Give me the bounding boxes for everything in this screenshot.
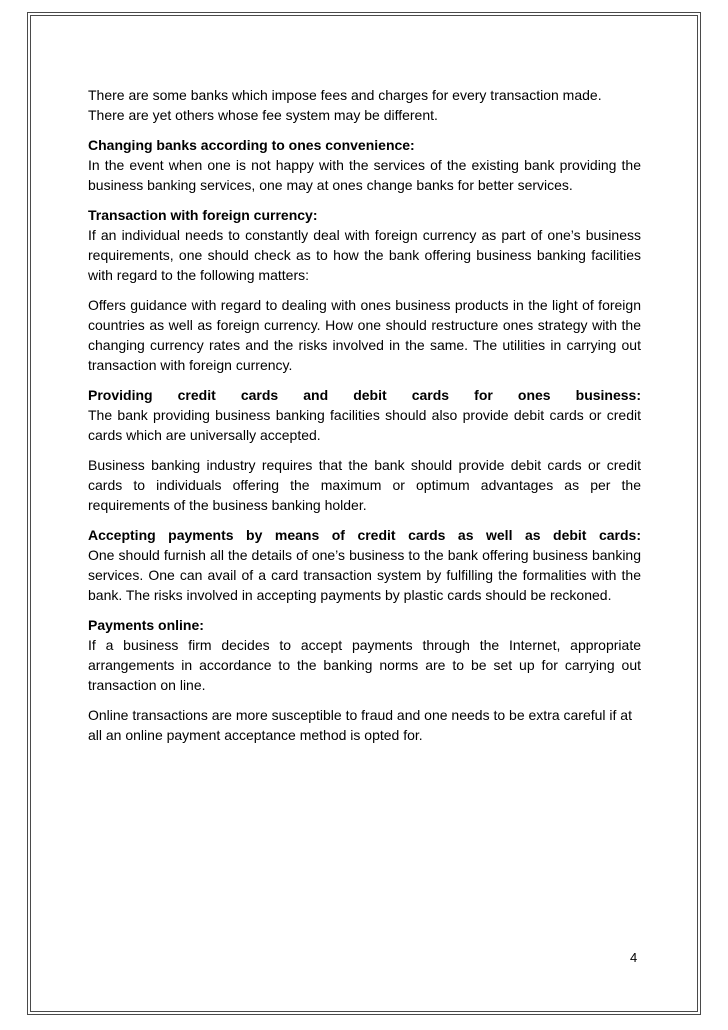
section-body: Offers guidance with regard to dealing with ones business products in the light of foreign countries as well as foreign currency. How one should restructure ones strategy with the changing currency rates and the risks involved in the same. The utilities in carrying out transaction with foreign currency.	[88, 297, 641, 373]
section-heading: Providing credit cards and debit cards for ones business:	[88, 387, 641, 403]
section-accepting-payments	[88, 525, 641, 605]
section-body: Business banking industry requires that the bank should provide debit cards or credit cards to individuals offering the maximum or optimum advantages as per the requirements of the business banking holder.	[88, 457, 641, 513]
paragraph-online-fraud	[88, 705, 641, 745]
page-number: 4	[630, 950, 638, 965]
section-heading: Payments online:	[88, 617, 204, 633]
section-body: One should furnish all the details of one’s business to the bank offering business banking services. One can avail of a card transaction system by fulfilling the formalities with the bank. The risks involved in accepting payments by plastic cards should be reckoned.	[88, 547, 641, 603]
section-providing-cards	[88, 385, 641, 445]
section-changing-banks	[88, 135, 641, 195]
section-foreign-currency	[88, 205, 641, 285]
section-payments-online	[88, 615, 641, 695]
section-body: If a business firm decides to accept payments through the Internet, appropriate arrangements in accordance to the banking norms are to be set up for carrying out transaction on line.	[88, 637, 641, 693]
section-body: The bank providing business banking facilities should also provide debit cards or credit cards which are universally accepted.	[88, 407, 641, 443]
section-heading: Transaction with foreign currency:	[88, 207, 318, 223]
section-heading: Changing banks according to ones convenience:	[88, 137, 415, 153]
document-body	[88, 85, 641, 755]
section-heading: Accepting payments by means of credit cards as well as debit cards:	[88, 527, 641, 543]
intro-line: There are some banks which impose fees and charges for every transaction made.	[88, 87, 602, 103]
paragraph-industry-requirements	[88, 455, 641, 515]
section-body: Online transactions are more susceptible to fraud and one needs to be extra careful if at all an online payment acceptance method is opted for.	[88, 707, 632, 743]
paragraph-guidance	[88, 295, 641, 375]
intro-paragraph	[88, 85, 641, 125]
section-body: In the event when one is not happy with the services of the existing bank providing the business banking services, one may at ones change banks for better services.	[88, 157, 641, 193]
section-body: If an individual needs to constantly deal with foreign currency as part of one’s business requirements, one should check as to how the bank offering business banking facilities with regard to the following matters:	[88, 227, 641, 283]
intro-line: There are yet others whose fee system may be different.	[88, 107, 438, 123]
